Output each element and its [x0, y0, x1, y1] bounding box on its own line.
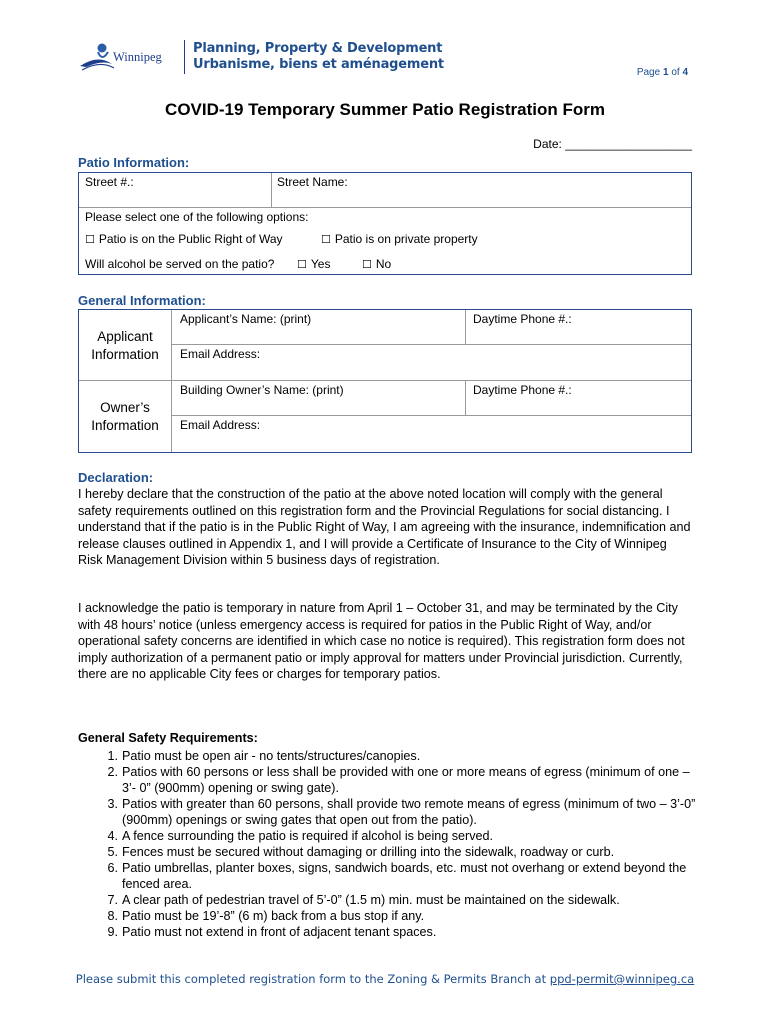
safety-item-number: 5. [107, 845, 118, 859]
checkbox-icon[interactable]: ☐ [85, 233, 95, 246]
safety-item-text: Patio must be open air - no tents/structures/canopies. [122, 749, 421, 763]
declaration-paragraph-2: I acknowledge the patio is temporary in nature from April 1 – October 31, and may be terminated by the City with 48 hours’ notice (unless emergency access is required for patios in the Public Right of Way, and/or operational safety concerns are identified in which case no notice is required). This registration form does not imply authorization of a permanent patio or imply approval for matters under Provincial jurisdiction. Currently, there are no applicable City fees or charges for temporary patios. [78, 601, 685, 681]
safety-item-text: Patio must not extend in front of adjacent tenant spaces. [122, 925, 437, 939]
declaration-label: Declaration: [78, 470, 154, 485]
owner-name-field[interactable]: Building Owner’s Name: (print) [180, 383, 344, 397]
owner-row-header: Owner’s Information [91, 400, 159, 433]
general-divider [465, 381, 466, 415]
safety-item [78, 924, 698, 940]
department-name-fr: Urbanisme, biens et aménagement [193, 57, 444, 72]
safety-item [78, 860, 698, 892]
general-divider [171, 310, 172, 452]
applicant-email-field[interactable]: Email Address: [180, 347, 261, 361]
safety-item [78, 844, 698, 860]
select-prompt: Please select one of the following options: [85, 210, 309, 224]
alcohol-yes-checkbox[interactable]: ☐ Yes [297, 257, 331, 271]
safety-item-text: Patio must be 19’-8” (6 m) back from a bus stop if any. [122, 909, 425, 923]
general-divider [172, 415, 691, 416]
safety-item [78, 748, 698, 764]
safety-item [78, 828, 698, 844]
logo-wordmark: Winnipeg [113, 50, 162, 64]
owner-phone-field[interactable]: Daytime Phone #.: [473, 383, 572, 397]
safety-item-number: 8. [107, 909, 118, 923]
safety-item-text: Patios with 60 persons or less shall be provided with one or more means of egress (minimum of one – 3’- 0” (900mm) opening or swing gate). [122, 765, 690, 795]
general-info-label: General Information: [78, 293, 206, 308]
safety-requirements-list [78, 748, 698, 940]
department-name [193, 41, 444, 73]
footer-note: Please submit this completed registration form to the Zoning & Permits Branch at ppd-permit@winnipeg.ca [75, 972, 695, 986]
patio-info-label: Patio Information: [78, 155, 190, 170]
general-divider [465, 310, 466, 344]
street-number-field[interactable]: Street #.: [85, 175, 134, 189]
safety-item-number: 2. [107, 765, 118, 779]
option-public-row-checkbox[interactable]: ☐ Patio is on the Public Right of Way [85, 232, 283, 246]
safety-item [78, 796, 698, 828]
safety-item [78, 764, 698, 796]
form-title: COVID-19 Temporary Summer Patio Registration Form [165, 100, 605, 119]
patio-divider [79, 207, 691, 208]
safety-item-number: 6. [107, 861, 118, 875]
safety-item-number: 7. [107, 893, 118, 907]
option-private-property-checkbox[interactable]: ☐ Patio is on private property [321, 232, 478, 246]
owner-email-field[interactable]: Email Address: [180, 418, 261, 432]
safety-item-text: Fences must be secured without damaging or drilling into the sidewalk, roadway or curb. [122, 845, 615, 859]
alcohol-no-checkbox[interactable]: ☐ No [362, 257, 392, 271]
patio-divider [271, 173, 272, 208]
safety-item-number: 9. [107, 925, 118, 939]
general-divider [79, 380, 691, 381]
applicant-name-field[interactable]: Applicant’s Name: (print) [180, 312, 312, 326]
footer-email-link[interactable]: ppd-permit@winnipeg.ca [549, 972, 695, 986]
safety-requirements-title: General Safety Requirements: [78, 731, 258, 745]
date-field[interactable]: Date: ___________________ [533, 137, 692, 151]
general-divider [172, 344, 691, 345]
checkbox-icon[interactable]: ☐ [321, 233, 331, 246]
applicant-phone-field[interactable]: Daytime Phone #.: [473, 312, 572, 326]
header-divider [184, 40, 185, 74]
safety-item-number: 4. [107, 829, 118, 843]
safety-item-number: 1. [107, 749, 118, 763]
safety-item-number: 3. [107, 797, 118, 811]
safety-item-text: A fence surrounding the patio is required if alcohol is being served. [122, 829, 494, 843]
applicant-row-header: Applicant Information [91, 329, 159, 362]
safety-item [78, 908, 698, 924]
safety-item [78, 892, 698, 908]
safety-item-text: A clear path of pedestrian travel of 5’-0” (1.5 m) min. must be maintained on the sidewalk. [122, 893, 620, 907]
safety-item-text: Patios with greater than 60 persons, shall provide two remote means of egress (minimum of two – 3’-0” (900mm) openings or swing gates that open out from the patio). [122, 797, 696, 827]
page-number: Page 1 of 4 [636, 67, 688, 78]
safety-item-text: Patio umbrellas, planter boxes, signs, sandwich boards, etc. must not overhang or extend beyond the fenced area. [122, 861, 687, 891]
street-name-field[interactable]: Street Name: [277, 175, 348, 189]
department-name-en: Planning, Property & Development [193, 41, 443, 56]
checkbox-icon[interactable]: ☐ [297, 258, 307, 271]
alcohol-question: Will alcohol be served on the patio? [85, 257, 275, 271]
declaration-paragraph-1: I hereby declare that the construction of the patio at the above noted location will comply with the general safety requirements outlined on this registration form and the Provincial Regulations for social distancing. I understand that if the patio is in the Public Right of Way, I am agreeing with the insurance, indemnification and release clauses outlined in Appendix 1, and I will provide a Certificate of Insurance to the City of Winnipeg Risk Management Division within 5 business days of registration. [78, 487, 691, 567]
checkbox-icon[interactable]: ☐ [362, 258, 372, 271]
